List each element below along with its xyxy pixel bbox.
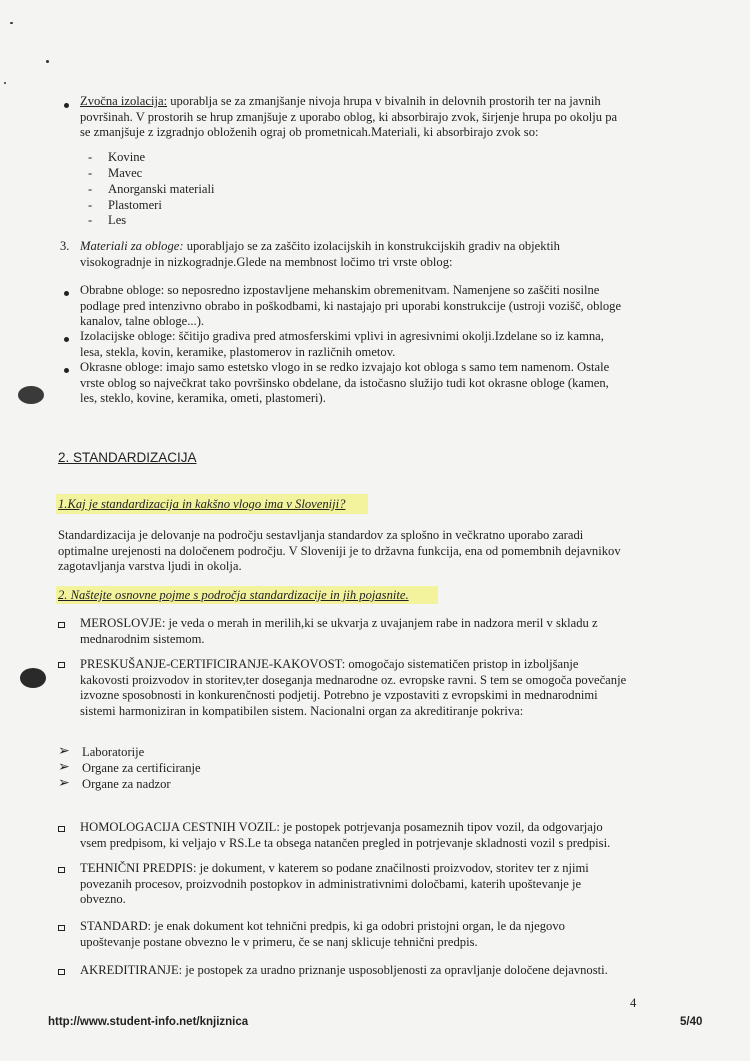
list-item: Anorganski materiali xyxy=(108,182,215,196)
checkbox-square xyxy=(58,622,65,628)
footer-link[interactable]: http://www.student-info.net/knjiznica xyxy=(48,1016,249,1028)
list-item: Laboratorije xyxy=(82,745,145,759)
scanned-page: Zvočna izolacija: uporablja se za zmanjšanje nivoja hrupa v bivalnih in delovnih prostorih ter na javnih površinah. V prostorih se hrup zmanjšuje z uporabo oblog, ki absorbirajo zvok, širjenje hrupa po okolju pa se zmanjšuje z izgradnjo obloženih ograj ob prometnicah.Materiali, ki absorbirajo zvok so: - Kovine - Mavec - Anorganski materiali - Plastomeri - Les 3. Materiali za obloge: uporabljajo se za zaščito izolacijskih in konstrukcijskih gradiv na objektih visokogradnje in nizkogradnje.Glede na membnost ločimo tri vrste oblog: Obrabne obloge: so neposredno izpostavljene mehanskim obremenitvam. Namenjene so zaščiti nosilne podlage pred intenzivno obrabo in poškodbami, ki nastajajo pri uporabi konstrukcije (ustroji vozišč, obloge kanalov, talne obloge...). Izolacijske obloge: ščitijo gradiva pred atmosferskimi vplivi in agresivnimi okolji.Izdelane so iz kamna, lesa, stekla, kovin, keramike, plastomerov in različnih ometov. Okrasne obloge: imajo samo estetsko vlogo in se redko izvajajo kot obloga s samo tem namenom. Ostale vrste oblog so največkrat tako površinsko obdelane, da istočasno služijo tudi kot okrasne obloge (kamen, les, steklo, kovine, keramika, ometi, plastomeri). 2. STANDARDIZACIJA 1.Kaj je standardizacija in kakšno vlogo ima v Sloveniji? Standardizacija je delovanje na področju sestavljanja standardov za splošno in večkratno uporabo zaradi optimalne urejenosti na določenem področju. V Sloveniji je to državna funkcija, ena od pomembnih dejavnikov zagotavljanja varstva ljudi in okolja. 2. Naštejte osnovne pojme s področja standardizacije in jih pojasnite. MEROSLOVJE: je veda o merah in merilih,ki se ukvarja z uvajanjem rabe in nadzora meril v skladu z mednarodnim sistemom. PRESKUŠANJE-CERTIFICIRANJE-KAKOVOST: omogočajo sistematičen pristop in izboljšanje kakovosti proizvodov in storitev,ter doseganja mednarodne oz. evropske ravni. S tem se omogoča povečanje izvozne sposobnosti in konkurenčnosti podjetij. Potrebno je vzpostaviti z evropskimi in mednarodnimi sistemi harmoniziran in kompatibilen sistem. Nacionalni organ za akreditiranje pokriva: ➢ Laboratorije ➢ Organe za certificiranje ➢ Organe za nadzor HOMOLOGACIJA CESTNIH VOZIL: je postopek potrjevanja posameznih tipov vozil, da odgovarjajo vsem predpisom, ki veljajo v RS.Le ta obsega natančen pregled in potrjevanje skladnosti vozil s predpisi. TEHNIČNI PREDPIS: je dokument, v katerem so podane značilnosti proizvodov, storitev ter z njimi povezanih procesov, proizvodnih postopkov in administrativnimi določbami, katerih upoštevanje je obvezno. STANDARD: je enak dokument kot tehnični predpis, ki ga odobri pristojni organ, le da njegovo upoštevanje postane obvezno le v primeru, če se nanj sklicuje tehnični predpis. AKREDITIRANJE: je postopek za uradno priznanje usposobljenosti za opravljanje določene dejavnosti. 4 http://www.student-info.net/knjiznica 5/40 xyxy=(0,0,750,1061)
checkbox-square xyxy=(58,662,65,668)
scan-speck xyxy=(46,60,49,63)
list-item: Plastomeri xyxy=(108,198,162,212)
bullet xyxy=(64,291,69,296)
list-item: Les xyxy=(108,213,127,227)
bullet xyxy=(64,337,69,342)
question-1: 1.Kaj je standardizacija in kakšno vlogo ima v Sloveniji? xyxy=(58,497,346,511)
term-item: STANDARD: je enak dokument kot tehnični predpis, ki ga odobri pristojni organ, le da njegovo upoštevanje postane obvezno le v primeru, če se nanj sklicuje tehnični predpis. xyxy=(80,919,565,949)
scan-speck xyxy=(4,82,6,84)
bullet xyxy=(64,368,69,373)
page-counter: 5/40 xyxy=(680,1016,703,1028)
list-item: Organe za nadzor xyxy=(82,777,171,791)
term-item: AKREDITIRANJE: je postopek za uradno priznanje usposobljenosti za opravljanje določene dejavnosti. xyxy=(80,963,608,977)
term-item: MEROSLOVJE: je veda o merah in merilih,ki se ukvarja z uvajanjem rabe in nadzora meril v skladu z mednarodnim sistemom. xyxy=(80,616,598,646)
term-item: HOMOLOGACIJA CESTNIH VOZIL: je postopek potrjevanja posameznih tipov vozil, da odgovarjajo vsem predpisom, ki veljajo v RS.Le ta obsega natančen pregled in potrjevanje skladnosti vozil s predpisi. xyxy=(80,820,611,850)
obloge-label: Materiali za obloge: xyxy=(80,239,184,253)
checkbox-square xyxy=(58,925,65,931)
scan-blot xyxy=(18,386,44,404)
list-item: Organe za certificiranje xyxy=(82,761,201,775)
term-item: PRESKUŠANJE-CERTIFICIRANJE-KAKOVOST: omogočajo sistematičen pristop in izboljšanje kakovosti proizvodov in storitev,ter doseganja mednarodne oz. evropske ravni. S tem se omogoča povečanje izvozne sposobnosti in konkurenčnosti podjetij. Potrebno je vzpostaviti z evropskimi in mednarodnimi sistemi harmoniziran in kompatibilen sistem. Nacionalni organ za akreditiranje pokriva: xyxy=(80,657,627,718)
zvocna-paragraph: Zvočna izolacija: uporablja se za zmanjšanje nivoja hrupa v bivalnih in delovnih prostorih ter na javnih površinah. V prostorih se hrup zmanjšuje z uporabo oblog, ki absorbirajo zvok, širjenje hrupa po okolju pa se zmanjšuje z izgradnjo obloženih ograj ob prometnicah.Materiali, ki absorbirajo zvok so: xyxy=(80,94,618,139)
term-item: TEHNIČNI PREDPIS: je dokument, v katerem so podane značilnosti proizvodov, storitev ter z njimi povezanih procesov, proizvodnih postopkov in administrativnimi določbami, katerih upoštevanje je obvezno. xyxy=(80,861,589,906)
checkbox-square xyxy=(58,867,65,873)
list-item: Kovine xyxy=(108,150,146,164)
scan-speck xyxy=(10,22,13,24)
section-number: 3. xyxy=(60,239,70,253)
section-heading: 2. STANDARDIZACIJA xyxy=(58,450,197,465)
scan-blot xyxy=(20,668,46,688)
page-number: 4 xyxy=(630,996,637,1010)
list-item: Mavec xyxy=(108,166,143,180)
bullet xyxy=(64,103,69,108)
arrow-bullet-icon: ➢ xyxy=(58,759,70,775)
answer-1: Standardizacija je delovanje na področju sestavljanja standardov za splošno in večkratno uporabo zaradi optimalne urejenosti na določenem področju. V Sloveniji je to državna funkcija, ena od pomembnih dejavnikov zagotavljanja varstva ljudi in okolja. xyxy=(58,528,621,573)
checkbox-square xyxy=(58,969,65,975)
list-item: Izolacijske obloge: ščitijo gradiva pred atmosferskimi vplivi in agresivnimi okolji.Izdelane so iz kamna, lesa, stekla, kovin, keramike, plastomerov in različnih ometov. xyxy=(80,329,604,359)
arrow-bullet-icon: ➢ xyxy=(58,743,70,759)
arrow-bullet-icon: ➢ xyxy=(58,775,70,791)
checkbox-square xyxy=(58,826,65,832)
list-item: Okrasne obloge: imajo samo estetsko vlogo in se redko izvajajo kot obloga s samo tem namenom. Ostale vrste oblog so največkrat tako površinsko obdelane, da istočasno služijo tudi kot okrasne obloge (kamen, les, steklo, kovine, keramika, ometi, plastomeri). xyxy=(80,360,610,405)
list-item: Obrabne obloge: so neposredno izpostavljene mehanskim obremenitvam. Namenjene so zaščiti nosilne podlage pred intenzivno obrabo in poškodbami, ki nastajajo pri uporabi konstrukcije (ustroji vozišč, obloge kanalov, talne obloge...). xyxy=(80,283,622,328)
zvocna-label: Zvočna izolacija: xyxy=(80,94,168,108)
obloge-paragraph: Materiali za obloge: uporabljajo se za zaščito izolacijskih in konstrukcijskih gradiv na objektih visokogradnje in nizkogradnje.Glede na membnost ločimo tri vrste oblog: xyxy=(80,239,560,269)
question-2: 2. Naštejte osnovne pojme s področja standardizacije in jih pojasnite. xyxy=(58,588,409,602)
